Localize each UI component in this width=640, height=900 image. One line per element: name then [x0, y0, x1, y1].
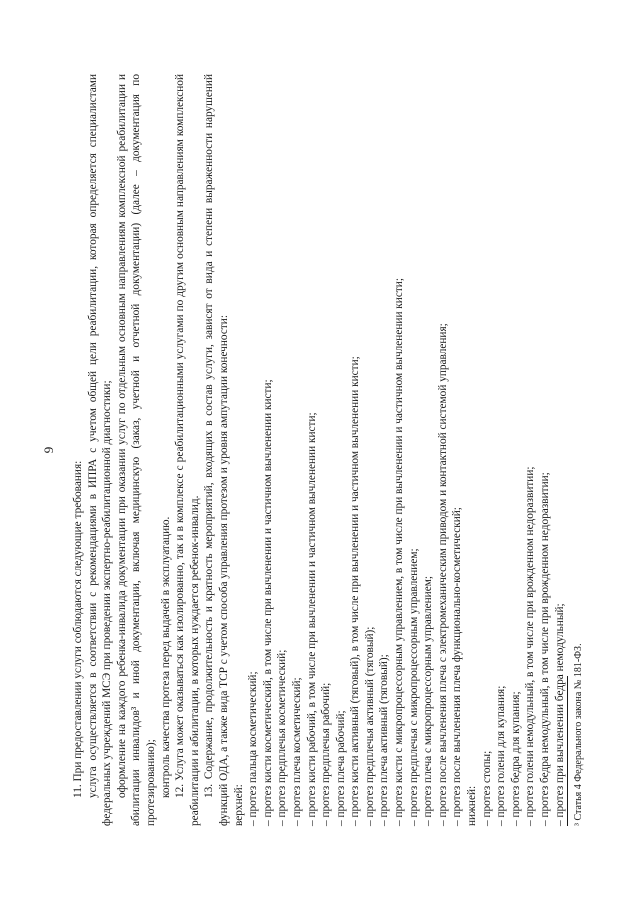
- paragraph: 12. Услуга может оказываться как изолированно, так и в комплексе с реабилитационными услугами по другим основным направлениям комплексной реабилитации и абилитации, в которых нуждается ребенок-инвалид.: [174, 74, 201, 826]
- body-text: [71, 74, 567, 826]
- list-item: – протез плеча косметический;: [290, 677, 303, 826]
- list-item: – протез при вычленении бедра немодульный;: [553, 603, 566, 826]
- list-item: – протез кисти рабочий, в том числе при вычленении и частичном вычленении кисти;: [305, 412, 318, 826]
- list-item: – протез предплечья косметический;: [276, 649, 289, 826]
- list-item: – протез голени для купания;: [495, 685, 508, 826]
- paragraph: услуга осуществляется в соответствии с рекомендациями в ИПРА с учетом общей цели реабилитации, которая определяется специалистами федеральных учреждений МСЭ при проведении экспертно-реабилитационной диагностики;: [86, 74, 114, 826]
- paragraph: оформление на каждого ребенка-инвалида документации при оказании услуг по отдельным основным направлениям комплексной реабилитации и абилитации инвалидов³ и иной документации, включая медицинскую (заказ, учетной и отчетной документации) (далее – документация по протезированию);: [115, 74, 157, 826]
- paragraph: верхней:: [232, 784, 245, 826]
- list-item: – протез кисти активный (тяговый), в том числе при вычленении и частичном вычленении кисти;: [349, 356, 362, 826]
- page-number: 9: [41, 446, 56, 454]
- list-item: – протез плеча рабочий;: [334, 710, 347, 826]
- list-item: – протез стопы;: [480, 750, 493, 826]
- list-item: – протез бедра для купания;: [509, 691, 522, 826]
- list-item: – протез кисти с микропроцессорным управлением, в том числе при вычленении и частичном вычленении кисти;: [393, 278, 406, 826]
- list-item: – протез голени немодульный, в том числе при врожденном недоразвитии;: [524, 466, 537, 826]
- paragraph: 11. При предоставлении услуги соблюдаются следующие требования:: [72, 460, 84, 798]
- rotated-content: [35, 60, 605, 840]
- list-item: – протез кисти косметический, в том числе при вычленении и частичном вычленении кисти;: [261, 379, 274, 826]
- list-item: – протез предплечья активный (тяговый);: [363, 626, 376, 826]
- list-item: – протез предплечья рабочий;: [320, 682, 333, 826]
- list-item: – протез после вычленения плеча с электромеханическим приводом и контактной системой управления;: [436, 323, 449, 826]
- paragraph: 13. Содержание, продолжительность и кратность мероприятий, входящих в состав услуги, зависят от вида и степени выраженности нарушений функций ОДА, а также вида ТСР с учетом способа управления протезом и уровня ампутации конечности:: [203, 74, 230, 826]
- paragraph: контроль качества протеза перед выдачей в эксплуатацию.: [159, 516, 172, 798]
- list-item: – протез бедра немодульный, в том числе при врожденном недоразвитии;: [539, 472, 551, 826]
- list-item: – протез плеча активный (тяговый);: [378, 654, 391, 826]
- footnote-separator: [567, 676, 568, 826]
- footnote: ³ Статья 4 Федерального закона № 181-ФЗ.: [573, 643, 584, 826]
- list-item: – протез пальца косметический;: [247, 671, 260, 826]
- list-item: – протез плеча с микропроцессорным управлением;: [422, 576, 435, 826]
- list-item: – протез предплечья с микропроцессорным управлением;: [407, 548, 420, 826]
- paragraph: нижней:: [466, 785, 479, 826]
- list-item: – протез после вычленения плеча функционально-косметический;: [451, 507, 464, 826]
